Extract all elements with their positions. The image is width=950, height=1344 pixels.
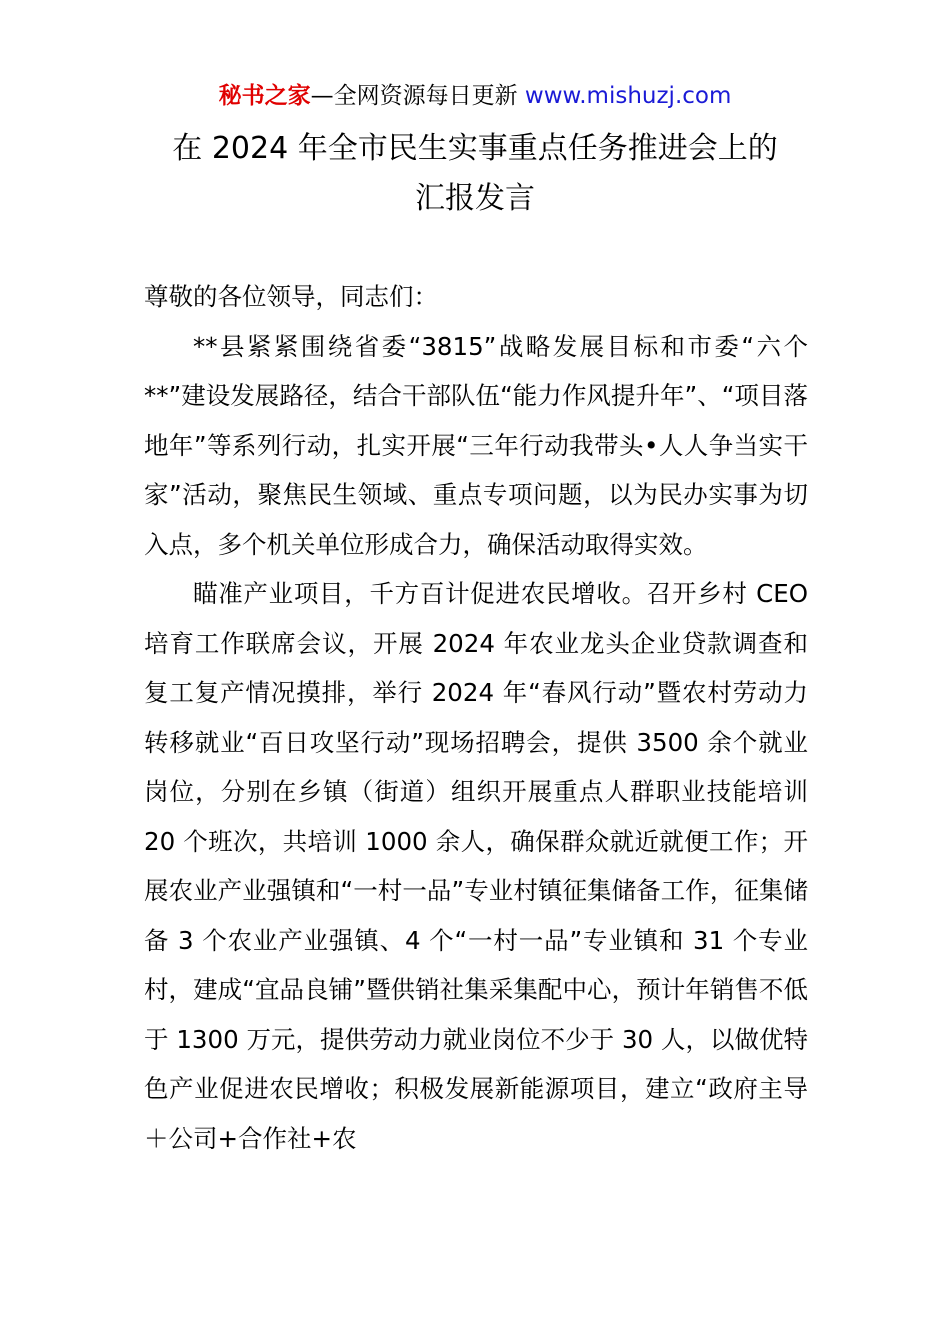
title-line-2: 汇报发言 [415,181,535,216]
salutation: 尊敬的各位领导，同志们： [144,282,438,311]
banner-brand: 秘书之家 [218,83,311,109]
document-title [0,124,950,224]
title-line-1: 在 2024 年全市民生实事重点任务推进会上的 [172,131,778,166]
paragraph-intro: **县紧紧围绕省委“3815”战略发展目标和市委“六个**”建设发展路径，结合干部队伍“能力作风提升年”、“项目落地年”等系列行动，扎实开展“三年行动我带头•人人争当实干家”活动，聚焦民生领域、重点专项问题，以为民办实事为切入点，多个机关单位形成合力，确保活动取得实效。 [144,331,808,559]
banner-url-link[interactable]: www.mishuzj.com [524,83,732,109]
paragraph-industry: 瞄准产业项目，千方百计促进农民增收。召开乡村 CEO 培育工作联席会议，开展 2024 年农业龙头企业贷款调查和复工复产情况摸排，举行 2024 年“春风行动”暨农村劳动力转移就业“百日攻坚行动”现场招聘会，提供 3500 余个就业岗位，分别在乡镇（街道）组织开展重点人群职业技能培训 20 个班次，共培训 1000 余人，确保群众就近就便工作；开展农业产业强镇和“一村一品”专业村镇征集储备工作，征集储备 3 个农业产业强镇、4 个“一村一品”专业镇和 31 个专业村，建成“宜品良铺”暨供销社集采集配中心，预计年销售不低于 1300 万元，提供劳动力就业岗位不少于 30 人，以做优特色产业促进农民增收；积极发展新能源项目，建立“政府主导＋公司+合作社+农 [144,579,808,1153]
banner-tagline: —全网资源每日更新 [310,83,525,109]
document-body [144,272,808,1163]
site-banner [0,80,950,112]
